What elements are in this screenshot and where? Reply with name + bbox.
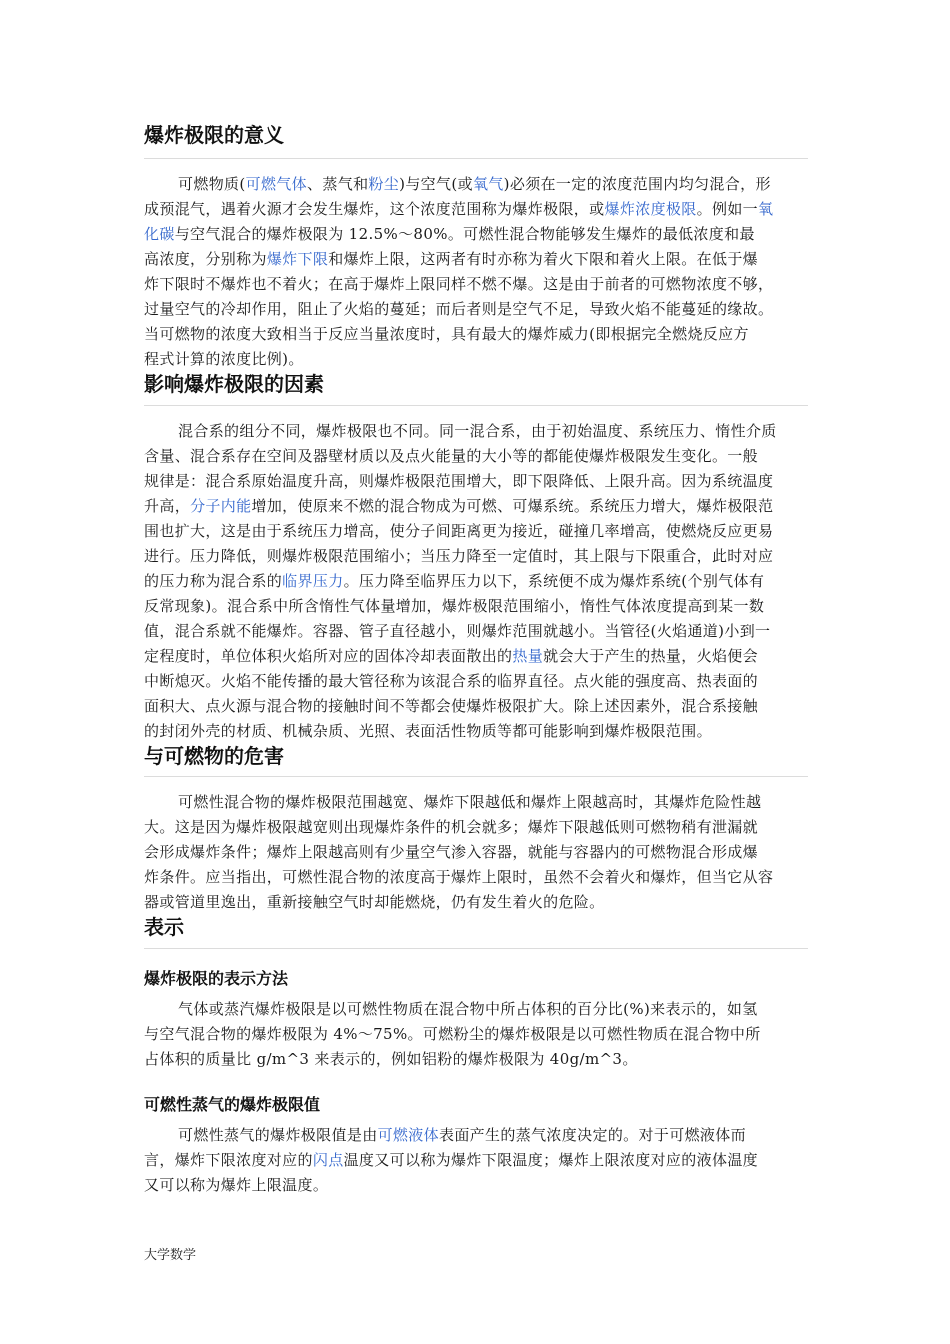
text-run: 大。这是因为爆炸极限越宽则出现爆炸条件的机会就多；爆炸下限越低则可燃物稍有泄漏就 — [144, 818, 759, 836]
heading-divider — [144, 776, 808, 777]
text-run: 占体积的质量比 g/m^3 来表示的，例如铝粉的爆炸极限为 40g/m^3。 — [144, 1050, 638, 1068]
text-run: 可燃性蒸气的爆炸极限值是由 — [178, 1126, 378, 1144]
paragraph-vapor — [144, 1123, 808, 1198]
text-run: 气体或蒸汽爆炸极限是以可燃性物质在混合物中所占体积的百分比(%)来表示的，如氢 — [178, 1000, 758, 1018]
text-run: 的压力称为混合系的 — [144, 572, 283, 590]
text-line — [144, 1173, 808, 1198]
paragraph-meaning — [144, 172, 808, 372]
page-footer: 大学数学 — [144, 1248, 197, 1263]
text-line — [144, 272, 808, 297]
text-line — [144, 494, 808, 519]
text-run: 混合系的组分不同，爆炸极限也不同。同一混合系，由于初始温度、系统压力、惰性介质 — [178, 422, 777, 440]
text-run: 升高， — [144, 497, 191, 515]
text-run: 炸条件。应当指出，可燃性混合物的浓度高于爆炸上限时，虽然不会着火和爆炸，但当它从容 — [144, 868, 774, 886]
text-run: 高浓度，分别称为 — [144, 250, 267, 268]
text-line — [144, 840, 808, 865]
text-run: 、蒸气和 — [307, 175, 369, 193]
text-line — [144, 694, 808, 719]
heading-divider — [144, 405, 808, 406]
text-line — [144, 644, 808, 669]
text-line — [144, 719, 808, 744]
text-run: 过量空气的冷却作用，阻止了火焰的蔓延；而后者则是空气不足，导致火焰不能蔓延的缘故。 — [144, 300, 774, 318]
text-run: 规律是：混合系原始温度升高，则爆炸极限范围增大，即下限降低、上限升高。因为系统温度 — [144, 472, 774, 490]
text-run: 反常现象)。混合系中所含惰性气体量增加，爆炸极限范围缩小，惰性气体浓度提高到某一数 — [144, 597, 765, 615]
text-line — [144, 865, 808, 890]
text-run: 与空气混合物的爆炸极限为 4%～75%。可燃粉尘的爆炸极限是以可燃性物质在混合物中所 — [144, 1025, 761, 1043]
text-run: 面积大、点火源与混合物的接触时间不等都会使爆炸极限扩大。除上述因素外，混合系接触 — [144, 697, 759, 715]
inline-link[interactable]: 爆炸下限 — [266, 250, 329, 268]
text-run: 温度又可以称为爆炸下限温度；爆炸上限浓度对应的液体温度 — [343, 1151, 759, 1169]
text-line — [144, 444, 808, 469]
text-run: 会形成爆炸条件；爆炸上限越高则有少量空气渗入容器，就能与容器内的可燃物混合形成爆 — [144, 843, 759, 861]
text-run: 言，爆炸下限浓度对应的 — [144, 1151, 313, 1169]
text-run: 定程度时，单位体积火焰所对应的固体冷却表面散出的 — [144, 647, 513, 665]
text-line — [144, 519, 808, 544]
text-line — [144, 1047, 808, 1072]
inline-link[interactable]: 化碳 — [144, 225, 175, 243]
text-run: 增加，使原来不燃的混合物成为可燃、可爆系统。系统压力增大，爆炸极限范 — [251, 497, 774, 515]
text-run: 与空气混合的爆炸极限为 12.5%～80%。可燃性混合物能够发生爆炸的最低浓度和最 — [174, 225, 755, 243]
heading-divider — [144, 158, 808, 159]
text-run: 值，混合系就不能爆炸。容器、管子直径越小，则爆炸范围就越小。当管径(火焰通道)小到一 — [144, 622, 771, 640]
inline-link[interactable]: 氧 — [758, 200, 774, 218]
text-run: 炸下限时不爆炸也不着火；在高于爆炸上限同样不燃不爆。这是由于前者的可燃物浓度不够， — [144, 275, 774, 293]
section-heading-representation: 表示 — [144, 915, 184, 939]
inline-link[interactable]: 分子内能 — [190, 497, 252, 515]
subsection-heading-method: 爆炸极限的表示方法 — [144, 969, 289, 988]
text-line — [144, 1022, 808, 1047]
section-heading-hazards: 与可燃物的危害 — [144, 744, 284, 768]
text-line — [144, 197, 808, 222]
inline-link[interactable]: 临界压力 — [282, 572, 344, 590]
inline-link[interactable]: 可燃液体 — [377, 1126, 439, 1144]
text-run: 可燃性混合物的爆炸极限范围越宽、爆炸下限越低和爆炸上限越高时，其爆炸危险性越 — [178, 793, 762, 811]
text-run: 成预混气，遇着火源才会发生爆炸，这个浓度范围称为爆炸极限，或 — [144, 200, 605, 218]
subsection-heading-vapor: 可燃性蒸气的爆炸极限值 — [144, 1095, 321, 1114]
text-run: 表面产生的蒸气浓度决定的。对于可燃液体而 — [438, 1126, 746, 1144]
text-line — [144, 1148, 808, 1173]
text-line — [144, 172, 808, 197]
text-line — [144, 469, 808, 494]
text-run: 含量、混合系存在空间及器壁材质以及点火能量的大小等的都能使爆炸极限发生变化。一般 — [144, 447, 759, 465]
inline-link[interactable]: 热量 — [512, 647, 544, 665]
text-line — [144, 247, 808, 272]
paragraph-method — [144, 997, 808, 1072]
paragraph-hazards — [144, 790, 808, 915]
text-line — [144, 222, 808, 247]
text-line — [144, 790, 808, 815]
text-run: 可燃物质( — [178, 175, 246, 193]
text-line — [144, 815, 808, 840]
text-run: )与空气(或 — [399, 175, 473, 193]
text-line — [144, 322, 808, 347]
paragraph-factors — [144, 419, 808, 744]
text-run: 的封闭外壳的材质、机械杂质、光照、表面活性物质等都可能影响到爆炸极限范围。 — [144, 722, 712, 740]
text-line — [144, 347, 808, 372]
section-heading-factors: 影响爆炸极限的因素 — [144, 372, 324, 396]
text-run: 。压力降至临界压力以下，系统便不成为爆炸系统(个别气体有 — [343, 572, 765, 590]
text-line — [144, 594, 808, 619]
section-heading-meaning: 爆炸极限的意义 — [144, 123, 284, 147]
inline-link[interactable]: 可燃气体 — [245, 175, 308, 193]
text-line — [144, 419, 808, 444]
text-run: 当可燃物的浓度大致相当于反应当量浓度时，具有最大的爆炸威力(即根据完全燃烧反应方 — [144, 325, 749, 343]
text-run: )必须在一定的浓度范围内均匀混合，形 — [503, 175, 771, 193]
text-line — [144, 890, 808, 915]
text-run: 中断熄灭。火焰不能传播的最大管径称为该混合系的临界直径。点火能的强度高、热表面的 — [144, 672, 759, 690]
text-run: 。例如一 — [696, 200, 759, 218]
text-run: 和爆炸上限，这两者有时亦称为着火下限和着火上限。在低于爆 — [328, 250, 759, 268]
heading-divider — [144, 948, 808, 949]
text-line — [144, 1123, 808, 1148]
text-run: 围也扩大，这是由于系统压力增高，使分子间距离更为接近，碰撞几率增高，使燃烧反应更易 — [144, 522, 774, 540]
text-run: 器或管道里逸出，重新接触空气时却能燃烧，仍有发生着火的危险。 — [144, 893, 605, 911]
text-run: 进行。压力降低，则爆炸极限范围缩小；当压力降至一定值时，其上限与下限重合，此时对应 — [144, 547, 774, 565]
text-line — [144, 669, 808, 694]
text-line — [144, 619, 808, 644]
text-line — [144, 544, 808, 569]
inline-link[interactable]: 氧气 — [472, 175, 504, 193]
inline-link[interactable]: 闪点 — [312, 1151, 344, 1169]
inline-link[interactable]: 爆炸浓度极限 — [604, 200, 697, 218]
inline-link[interactable]: 粉尘 — [368, 175, 400, 193]
text-line — [144, 569, 808, 594]
text-run: 又可以称为爆炸上限温度。 — [144, 1176, 329, 1194]
text-run: 程式计算的浓度比例)。 — [144, 350, 304, 368]
text-run: 就会大于产生的热量，火焰便会 — [543, 647, 759, 665]
text-line — [144, 297, 808, 322]
text-line — [144, 997, 808, 1022]
